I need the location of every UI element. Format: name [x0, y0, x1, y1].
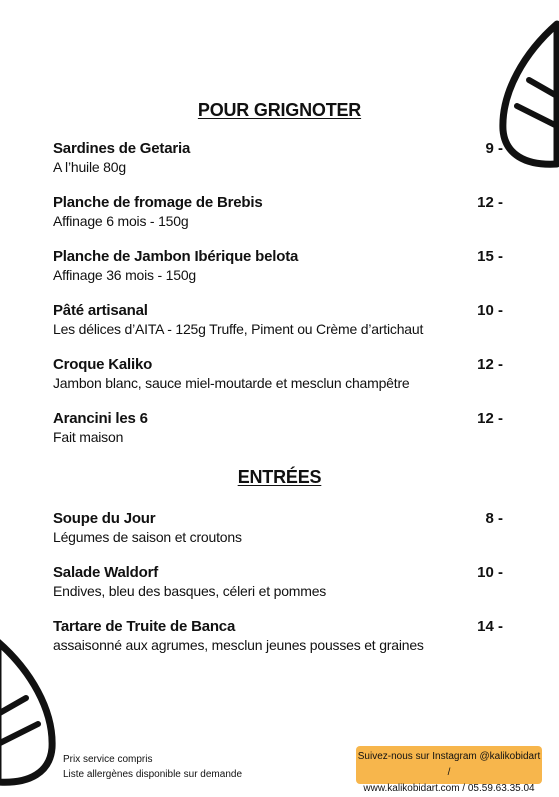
menu-item [53, 140, 503, 176]
menu-item [53, 410, 503, 446]
item-description: Jambon blanc, sauce miel-moutarde et mesclun champêtre [53, 375, 410, 391]
footer-allergen-note: Liste allergènes disponible sur demande [63, 769, 243, 780]
menu-item [53, 564, 503, 600]
item-description: Endives, bleu des basques, céleri et pommes [53, 583, 327, 599]
item-price: 12 - [477, 410, 503, 427]
menu-item [53, 510, 503, 546]
item-price: 10 - [477, 564, 503, 581]
website-phone-link[interactable]: www.kalikobidart.com / 05.59.63.35.04 [363, 783, 535, 794]
menu-item [53, 194, 503, 230]
item-name: Tartare de Truite de Banca [53, 618, 236, 635]
menu-item [53, 356, 503, 392]
item-name: Soupe du Jour [53, 510, 156, 527]
item-description: Fait maison [53, 429, 124, 445]
item-name: Planche de fromage de Brebis [53, 194, 263, 211]
menu-item [53, 618, 503, 654]
item-price: 12 - [477, 356, 503, 373]
item-name: Sardines de Getaria [53, 140, 191, 157]
item-name: Planche de Jambon Ibérique belota [53, 248, 299, 265]
item-name: Arancini les 6 [53, 410, 148, 427]
item-description: assaisonné aux agrumes, mesclun jeunes pousses et graines [53, 637, 424, 653]
menu-item [53, 248, 503, 284]
item-name: Croque Kaliko [53, 356, 153, 373]
item-description: Les délices d’AITA - 125g Truffe, Piment ou Crème d’artichaut [53, 321, 424, 337]
footer-service-note: Prix service compris [63, 754, 153, 765]
item-description: A l’huile 80g [53, 159, 126, 175]
section-title-pour-grignoter: POUR GRIGNOTER [197, 100, 362, 120]
item-price: 10 - [477, 302, 503, 319]
item-description: Affinage 36 mois - 150g [53, 267, 197, 283]
contact-banner [356, 746, 542, 794]
item-description: Affinage 6 mois - 150g [53, 213, 189, 229]
item-name: Salade Waldorf [53, 564, 158, 581]
item-price: 12 - [477, 194, 503, 211]
footer-notes [63, 752, 242, 782]
section-title-entrees: ENTRÉES [237, 467, 322, 487]
instagram-link[interactable]: Suivez-nous sur Instagram @kalikobidart / [357, 751, 541, 778]
item-price: 9 - [485, 140, 503, 157]
item-price: 8 - [485, 510, 503, 527]
item-description: Légumes de saison et croutons [53, 529, 242, 545]
item-price: 15 - [477, 248, 503, 265]
leaf-icon [495, 18, 559, 170]
menu-item [53, 302, 503, 338]
leaf-icon [0, 636, 60, 788]
item-price: 14 - [477, 618, 503, 635]
item-name: Pâté artisanal [53, 302, 148, 319]
